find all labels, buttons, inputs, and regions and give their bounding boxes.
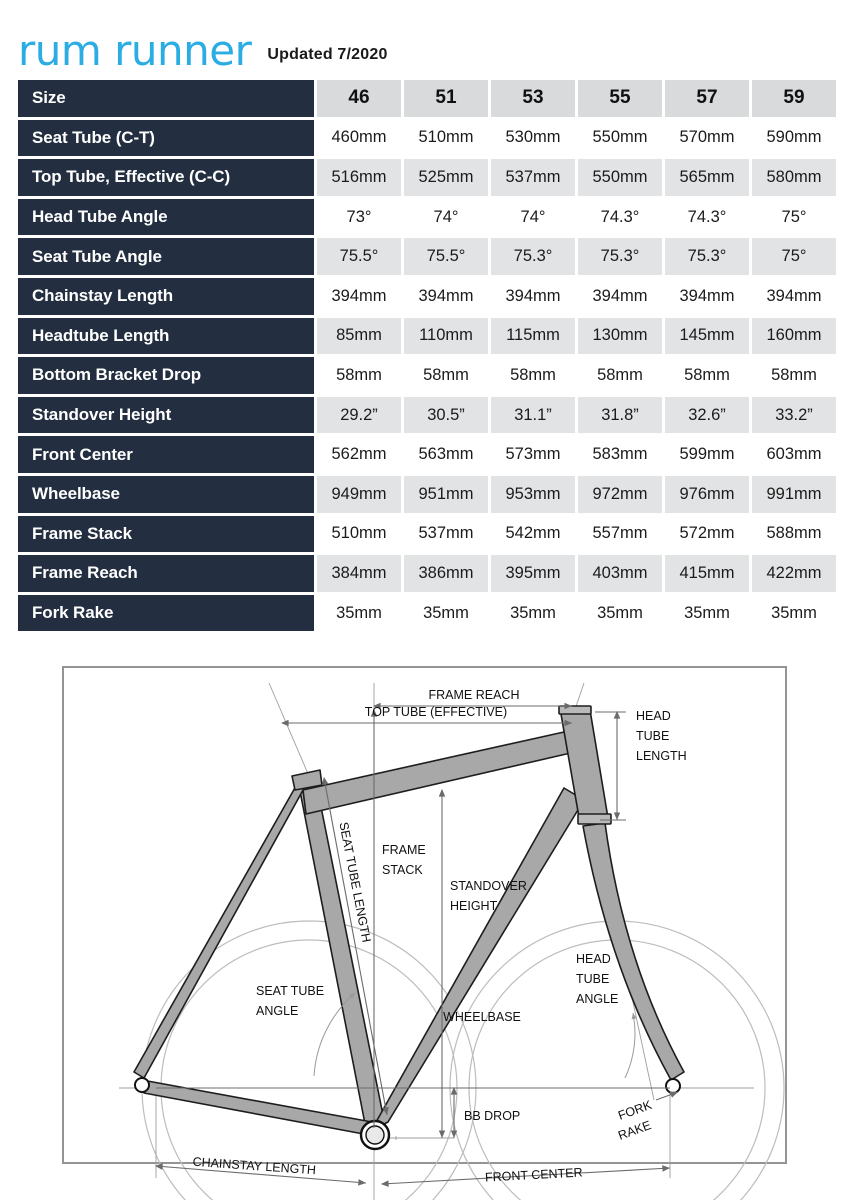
row-value: 85mm [314,318,401,358]
row-value: 542mm [488,516,575,556]
label-bb-drop: BB DROP [464,1109,521,1123]
table-header-row [18,80,836,120]
table-row [18,238,836,278]
row-value: 394mm [749,278,836,318]
row-value: 74° [488,199,575,239]
size-header-2: 53 [488,80,575,120]
label-fork-rake-2: RAKE [616,1118,654,1143]
row-value: 75° [749,199,836,239]
table-row [18,120,836,160]
row-value: 972mm [575,476,662,516]
table-row [18,397,836,437]
row-value: 73° [314,199,401,239]
row-value: 58mm [314,357,401,397]
table-row [18,555,836,595]
row-label: Frame Stack [18,516,314,556]
label-head-tube-length-2: TUBE [636,729,670,743]
row-value: 525mm [401,159,488,199]
row-value: 35mm [401,595,488,635]
row-value: 603mm [749,436,836,476]
row-value: 530mm [488,120,575,160]
size-header-1: 51 [401,80,488,120]
row-value: 991mm [749,476,836,516]
label-standover-height-2: HEIGHT [450,899,498,913]
row-value: 550mm [575,120,662,160]
row-value: 75.3° [662,238,749,278]
row-value: 565mm [662,159,749,199]
row-value: 953mm [488,476,575,516]
table-row [18,199,836,239]
rear-dropout [135,1078,149,1092]
label-frame-stack-2: STACK [382,863,423,877]
table-row [18,318,836,358]
size-header-3: 55 [575,80,662,120]
label-seat-tube-angle-2: ANGLE [256,1004,299,1018]
seat-stay [134,781,308,1078]
row-value: 74° [401,199,488,239]
row-value: 75.3° [575,238,662,278]
row-value: 537mm [488,159,575,199]
size-header-0: 46 [314,80,401,120]
label-head-tube-angle-3: ANGLE [576,992,619,1006]
row-value: 573mm [488,436,575,476]
bottom-bracket-inner [366,1126,384,1144]
row-value: 386mm [401,555,488,595]
row-value: 599mm [662,436,749,476]
label-frame-reach: FRAME REACH [428,688,520,702]
geometry-table-body [18,80,836,634]
row-value: 394mm [401,278,488,318]
table-row [18,159,836,199]
bike-frame [134,706,684,1149]
size-header-4: 57 [662,80,749,120]
down-tube [371,788,584,1131]
row-value: 35mm [314,595,401,635]
seat-tube-extension [269,683,312,783]
table-row [18,476,836,516]
row-value: 58mm [749,357,836,397]
row-label: Bottom Bracket Drop [18,357,314,397]
row-value: 29.2” [314,397,401,437]
row-value: 394mm [662,278,749,318]
label-frame-stack-1: FRAME [382,843,426,857]
row-value: 572mm [662,516,749,556]
row-value: 58mm [488,357,575,397]
row-value: 32.6” [662,397,749,437]
updated-date: Updated 7/2020 [267,46,388,63]
label-seat-tube-angle-1: SEAT TUBE [256,984,325,998]
row-value: 35mm [488,595,575,635]
table-row [18,436,836,476]
bike-geometry-svg [64,668,785,1185]
fork-rake-dim [656,1092,678,1100]
row-value: 75.3° [488,238,575,278]
label-front-center: FRONT CENTER [484,1165,583,1185]
top-tube [303,730,575,814]
headset-bottom [578,814,611,824]
head-tube-angle-arc [625,1013,635,1078]
row-label: Headtube Length [18,318,314,358]
row-value: 580mm [749,159,836,199]
row-value: 403mm [575,555,662,595]
front-dropout [666,1079,680,1093]
row-value: 415mm [662,555,749,595]
row-label: Seat Tube Angle [18,238,314,278]
label-fork-rake-1: FORK [616,1097,654,1123]
label-standover-height-1: STANDOVER [450,879,527,893]
row-value: 951mm [401,476,488,516]
row-value: 557mm [575,516,662,556]
row-value: 537mm [401,516,488,556]
table-row [18,278,836,318]
row-value: 75.5° [401,238,488,278]
row-label: Chainstay Length [18,278,314,318]
row-value: 550mm [575,159,662,199]
row-value: 588mm [749,516,836,556]
row-value: 31.1” [488,397,575,437]
row-label: Standover Height [18,397,314,437]
row-value: 58mm [575,357,662,397]
label-head-tube-length-1: HEAD [636,709,671,723]
row-value: 394mm [488,278,575,318]
row-value: 58mm [401,357,488,397]
row-value: 562mm [314,436,401,476]
row-label: Frame Reach [18,555,314,595]
page-header [18,18,838,74]
table-row [18,595,836,635]
row-value: 75° [749,238,836,278]
row-label: Wheelbase [18,476,314,516]
row-label: Fork Rake [18,595,314,635]
row-value: 160mm [749,318,836,358]
row-label: Top Tube, Effective (C-C) [18,159,314,199]
row-value: 75.5° [314,238,401,278]
label-top-tube: TOP TUBE (EFFECTIVE) [364,705,508,719]
label-chainstay-length: CHAINSTAY LENGTH [192,1154,317,1178]
column-header-size: Size [18,80,314,120]
row-value: 510mm [314,516,401,556]
size-header-5: 59 [749,80,836,120]
row-value: 35mm [749,595,836,635]
row-value: 30.5” [401,397,488,437]
row-value: 31.8” [575,397,662,437]
row-value: 74.3° [575,199,662,239]
table-row [18,357,836,397]
row-value: 510mm [401,120,488,160]
geometry-diagram [62,666,787,1185]
row-label: Head Tube Angle [18,199,314,239]
row-value: 110mm [401,318,488,358]
headset-top [559,706,591,714]
row-value: 145mm [662,318,749,358]
row-value: 394mm [575,278,662,318]
row-value: 460mm [314,120,401,160]
row-label: Seat Tube (C-T) [18,120,314,160]
row-value: 395mm [488,555,575,595]
row-value: 976mm [662,476,749,516]
geometry-table [18,80,836,634]
row-value: 115mm [488,318,575,358]
row-value: 384mm [314,555,401,595]
front-wheel-tire [450,921,784,1200]
row-value: 58mm [662,357,749,397]
row-value: 570mm [662,120,749,160]
row-value: 516mm [314,159,401,199]
label-head-tube-length-3: LENGTH [636,749,687,763]
front-wheel-rim [469,940,765,1200]
row-value: 35mm [662,595,749,635]
table-row [18,516,836,556]
row-label: Front Center [18,436,314,476]
row-value: 74.3° [662,199,749,239]
brand-title: rum runner [18,26,252,75]
row-value: 35mm [575,595,662,635]
label-wheelbase: WHEELBASE [443,1010,521,1024]
row-value: 33.2” [749,397,836,437]
row-value: 563mm [401,436,488,476]
label-head-tube-angle-2: TUBE [576,972,610,986]
row-value: 394mm [314,278,401,318]
row-value: 583mm [575,436,662,476]
label-seat-tube-length: SEAT TUBE LENGTH [336,820,374,944]
row-value: 422mm [749,555,836,595]
label-head-tube-angle-1: HEAD [576,952,611,966]
row-value: 590mm [749,120,836,160]
row-value: 949mm [314,476,401,516]
row-value: 130mm [575,318,662,358]
